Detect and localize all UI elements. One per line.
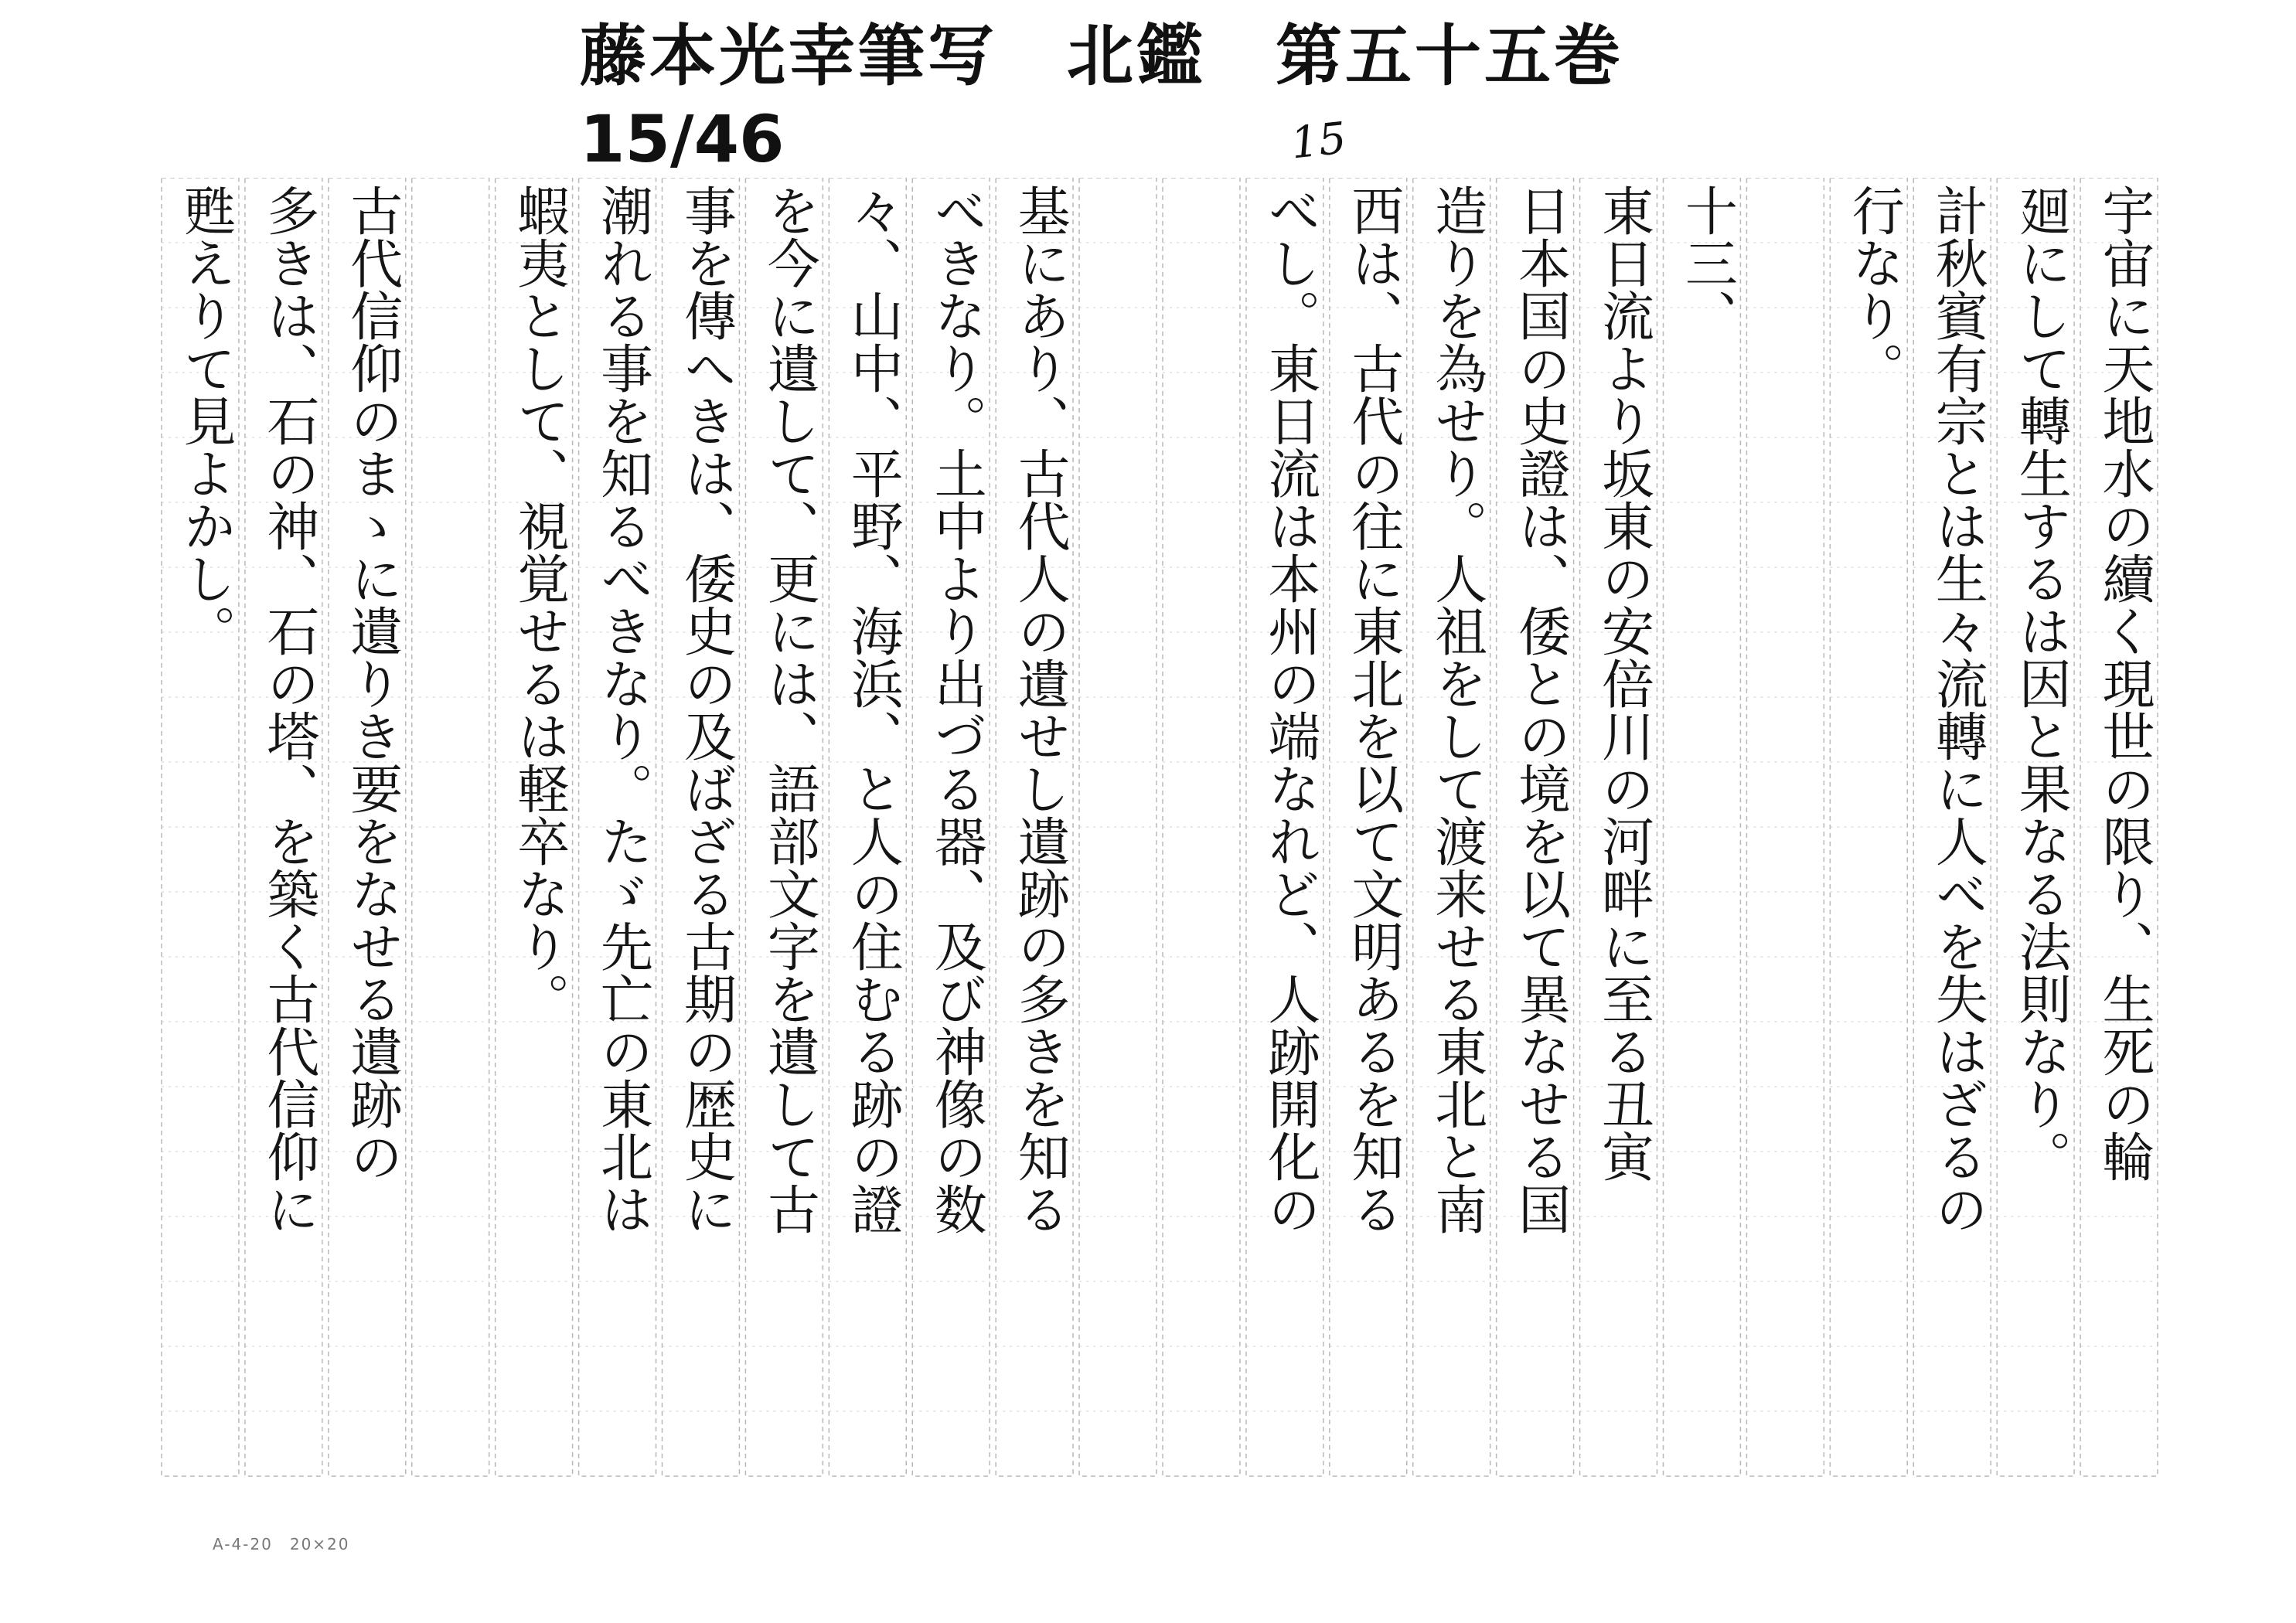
manuscript-sheet [158, 178, 2161, 1523]
grid-column-frame [1163, 178, 1240, 1476]
grid-column-frame [412, 178, 489, 1476]
manuscript-column: 西は、古代の往に東北を以て文明あるを知る [1342, 184, 1404, 1235]
handwritten-page-number: 15 [1288, 113, 1349, 169]
manuscript-column: べし。東日流は本州の端なれど、人跡開化の [1259, 184, 1320, 1235]
manuscript-column: 甦えりて見よかし。 [174, 184, 236, 657]
manuscript-column: 行なり。 [1843, 184, 1905, 394]
manuscript-column: 日本国の史證は、倭との境を以て異なせる国 [1509, 184, 1571, 1235]
page-number: 15/46 [580, 101, 785, 177]
grid-column-frame [1079, 178, 1157, 1476]
grid-column-frame [1746, 178, 1824, 1476]
manuscript-column: 多きは、石の神、石の塔、を築く古代信仰に [257, 184, 319, 1235]
manuscript-column: 々、山中、平野、海浜、と人の住むる跡の證 [842, 184, 904, 1235]
manuscript-column: 宇宙に天地水の續く現世の限り、生死の輪 [2093, 184, 2155, 1182]
manuscript-column: 基にあり、古代人の遺せし遺跡の多きを知る [1009, 184, 1071, 1235]
manuscript-column: 造りを為せり。人祖をして渡来せる東北と南 [1426, 184, 1487, 1235]
grid-column-frame [1664, 178, 1741, 1476]
manuscript-column: を今に遺して、更には、語部文字を遺して古 [758, 184, 820, 1235]
page-title: 藤本光幸筆写 北鑑 第五十五巻 [580, 18, 1623, 95]
manuscript-column: べきなり。土中より出づる器、及び神像の数 [925, 184, 987, 1235]
manuscript-column: 十三、 [1676, 184, 1738, 342]
manuscript-column: 東日流より坂東の安倍川の河畔に至る丑寅 [1593, 184, 1654, 1182]
manuscript-column: 蝦夷として、視覚せるは軽卒なり。 [508, 184, 570, 1025]
manuscript-column: 事を傳へきは、倭史の及ばざる古期の歴史に [675, 184, 737, 1235]
manuscript-column: 古代信仰のまゝに遺りき要をなせる遺跡の [341, 184, 403, 1182]
manuscript-column: 潮れる事を知るべきなり。たゞ先亡の東北は [591, 184, 653, 1235]
manuscript-column: 廻にして轉生するは因と果なる法則なり。 [2010, 184, 2072, 1182]
manuscript-column: 計秋賓有宗とは生々流轉に人べを失はざるの [1926, 184, 1988, 1235]
footer-print-mark: A-4-20 20×20 [213, 1535, 350, 1553]
